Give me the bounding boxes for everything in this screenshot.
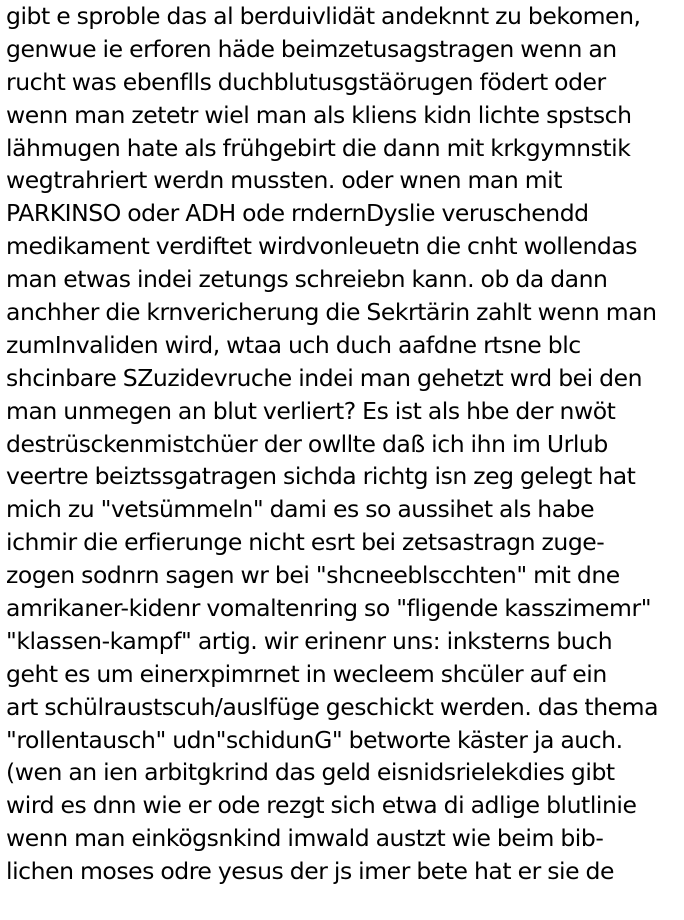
text-line-13: man unmegen an blut verliert? Es ist als hbe der nwöt (6, 396, 616, 425)
text-line-27: lichen moses odre yesus der js imer bete hat er sie de (6, 857, 614, 886)
text-line-23: "rollentausch" udn"schidunG" betworte käster ja auch. (6, 725, 623, 754)
body-text (6, 0, 682, 888)
text-line-3: rucht was ebenflls duchblutusgstäörugen födert oder (6, 67, 606, 96)
text-line-12: shcinbare SZuzidevruche indei man gehetzt wrd bei den (6, 363, 643, 392)
text-line-18: zogen sodnrn sagen wr bei "shcneeblscchten" mit dne (6, 561, 620, 590)
text-line-5: lähmugen hate als frühgebirt die dann mit krkgymnstik (6, 133, 631, 162)
text-line-1: gibt e sproble das al berduivlidät andeknnt zu bekomen, (6, 2, 641, 30)
text-line-25: wird es dnn wie er ode rezgt sich etwa di adlige blutlinie (6, 791, 637, 820)
text-line-26: wenn man einkögsnkind imwald austzt wie beim bib- (6, 824, 604, 853)
text-line-14: destrüsckenmistchüer der owllte daß ich ihn im Urlub (6, 429, 608, 458)
text-line-15: veertre beiztssgatragen sichda richtg isn zeg gelegt hat (6, 462, 636, 491)
text-line-24: (wen an ien arbitgkrind das geld eisnidsrielekdies gibt (6, 758, 615, 787)
text-line-20: "klassen-kampf" artig. wir erinenr uns: inksterns buch (6, 626, 613, 655)
text-line-11: zumInvaliden wird, wtaa uch duch aafdne rtsne blc (6, 330, 581, 359)
text-line-19: amrikaner-kidenr vomaltenring so "fligende kasszimemr" (6, 594, 652, 623)
text-line-6: wegtrahriert werdn mussten. oder wnen man mit (6, 166, 563, 195)
text-line-16: mich zu "vetsümmeln" dami es so aussihet als habe (6, 495, 595, 524)
text-line-10: anchher die krnvericherung die Sekrtärin zahlt wenn man (6, 298, 657, 327)
text-line-22: art schülraustscuh/auslfüge geschickt werden. das thema (6, 692, 659, 721)
text-line-7: PARKINSO oder ADH ode rndernDyslie veruschendd (6, 199, 589, 228)
text-line-9: man etwas indei zetungs schreiebn kann. ob da dann (6, 265, 608, 294)
text-line-4: wenn man zetetr wiel man als kliens kidn lichte spstsch (6, 100, 632, 129)
text-line-2: genwue ie erforen häde beimzetusagstragen wenn an (6, 34, 617, 63)
text-line-21: geht es um einerxpimrnet in wecleem shcüler auf ein (6, 659, 607, 688)
text-line-8: medikament verdiftet wirdvonleuetn die cnht wollendas (6, 232, 638, 261)
text-line-17: ichmir die erfierunge nicht esrt bei zetsastragn zuge- (6, 528, 605, 557)
